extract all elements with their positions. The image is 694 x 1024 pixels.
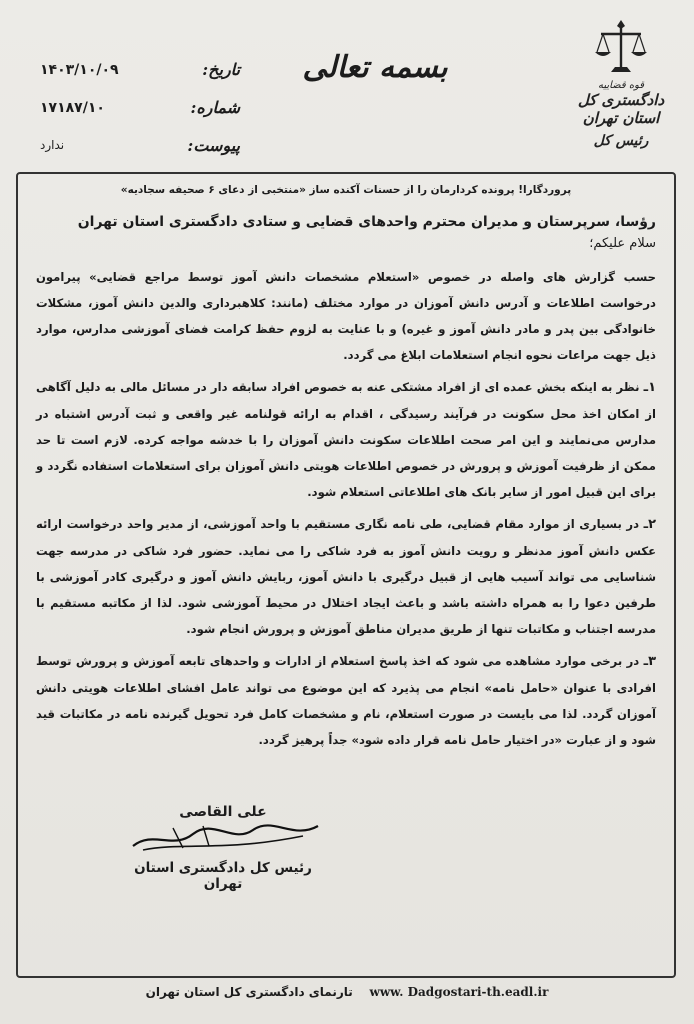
item-3-number: ۳ـ [643,654,656,669]
item-2-paragraph [36,511,656,642]
date-label: تاریخ: [202,60,240,79]
recipients-line: رؤسا، سرپرستان و مدیران محترم واحدهای قضایی و ستادی دادگستری استان تهران [77,214,656,230]
attachment-value: ندارد [40,138,65,152]
letter-content [36,264,656,759]
date-value: ۱۴۰۳/۱۰/۰۹ [40,62,119,78]
footer-website[interactable]: www. Dadgostari-th.eadl.ir [369,985,549,999]
item-3-text: در برخی موارد مشاهده می شود که اخذ پاسخ استعلام از ادارات و واحدهای تابعه آموزش و پرورش توسط افرادی با عنوان «حامل نامه» انجام می پذیرد که این موضوع می تواند عامل افشای اطلاعات هویتی دانش آموزان گردد. لذا می بایست در صورت استعلام، نام و مشخصات کامل فرد تحویل گیرنده نامه در مکاتبات قید شود و از عبارت «در اختیار حامل نامه قرار داده شود» جداً پرهیز گردد. [36,654,656,747]
judiciary-emblem [566,18,676,168]
item-1-paragraph [36,374,656,505]
basmala-heading: بسمه تعالی [302,50,448,85]
number-label: شماره: [190,98,240,117]
prayer-line: پروردگارا! پرونده کردارمان را از حسنات آکنده ساز «منتخبی از دعای ۶ صحیفه سجادیه» [120,184,572,196]
item-3-paragraph [36,648,656,753]
item-2-text: در بسیاری از موارد مقام قضایی، طی نامه نگاری مستقیم با واحد آموزشی، از مدیر واحد درخواست ارائه عکس دانش آموز مدنظر و رویت دانش آموز به فرد شاکی را می نماید. حضور فرد شاکی در مدرسه جهت شناسایی می تواند آسیب هایی از قبیل درگیری با دانش آموز، ربایش دانش آموز و درگیری کادر آموزشی با طرفین دعوا را به همراه داشته باشد و باعث ایجاد اختلال در محیط آموزشی شود. لذا از مکاتبه مستقیم با مدرسه اجتناب و مکاتبات تنها از طریق مدیران مناطق آموزش و پرورش انجام شود. [36,517,656,636]
emblem-line-3: رئیس کل [593,133,649,149]
signatory-title: رئیس کل دادگستری استان تهران [134,860,312,892]
footer-label: تارنمای دادگستری کل استان تهران [145,985,353,999]
number-row [40,98,240,136]
item-1-text: نظر به اینکه بخش عمده ای از افراد مشتکی عنه به خصوص افراد سابقه دار در مسائل مالی به دلیل آگاهی از امکان اخذ محل سکونت در فرآیند رسیدگی ، اقدام به ارائه قولنامه غیر واقعی و ثبت آدرس اشتباه در مدارس می‌نمایند و این امر صحت اطلاعات سکونت دانش آموزان را با خدشه مواجه کرده. لازم است تا حد ممکن از ظرفیت آموزش و پرورش در خصوص اطلاعات هویتی دانش آموزان برای استعلامات استفاده نگردد و برای این قبیل امور از سایر بانک های اطلاعاتی استعلام شود. [36,380,656,499]
letter-meta [40,60,240,174]
item-2-number: ۲ـ [643,517,656,532]
item-1-number: ۱ـ [643,380,656,395]
signature-block [113,804,333,892]
scales-of-justice-icon [593,18,649,78]
handwritten-signature [113,820,333,856]
letter-body-frame [16,172,676,978]
greeting-line: سلام علیکم؛ [589,236,656,251]
emblem-line-2: دادگستری کل استان تهران [577,91,665,127]
attachment-label: پیوست: [187,136,240,155]
date-row [40,60,240,98]
signatory-name: علی القاصی [179,804,267,820]
letter-footer [0,985,694,999]
number-value: ۱۷۱۸۷/۱۰ [40,100,105,116]
intro-paragraph: حسب گزارش های واصله در خصوص «استعلام مشخصات دانش آموز توسط مراجع قضایی» پیرامون درخواست اطلاعات و آدرس دانش آموزان در موارد مختلف (مانند: کلاهبرداری والدین دانش آموز، مشکلات خانوادگی بین پدر و مادر دانش آموز و غیره) و با عنایت به لزوم حفظ کرامت فضای آموزشی مدارس، موارد ذیل جهت مراعات نحوه انجام استعلامات ابلاغ می گردد. [36,270,656,362]
attachment-row [40,136,240,174]
emblem-line-1: قوه قضاییه [597,80,645,91]
